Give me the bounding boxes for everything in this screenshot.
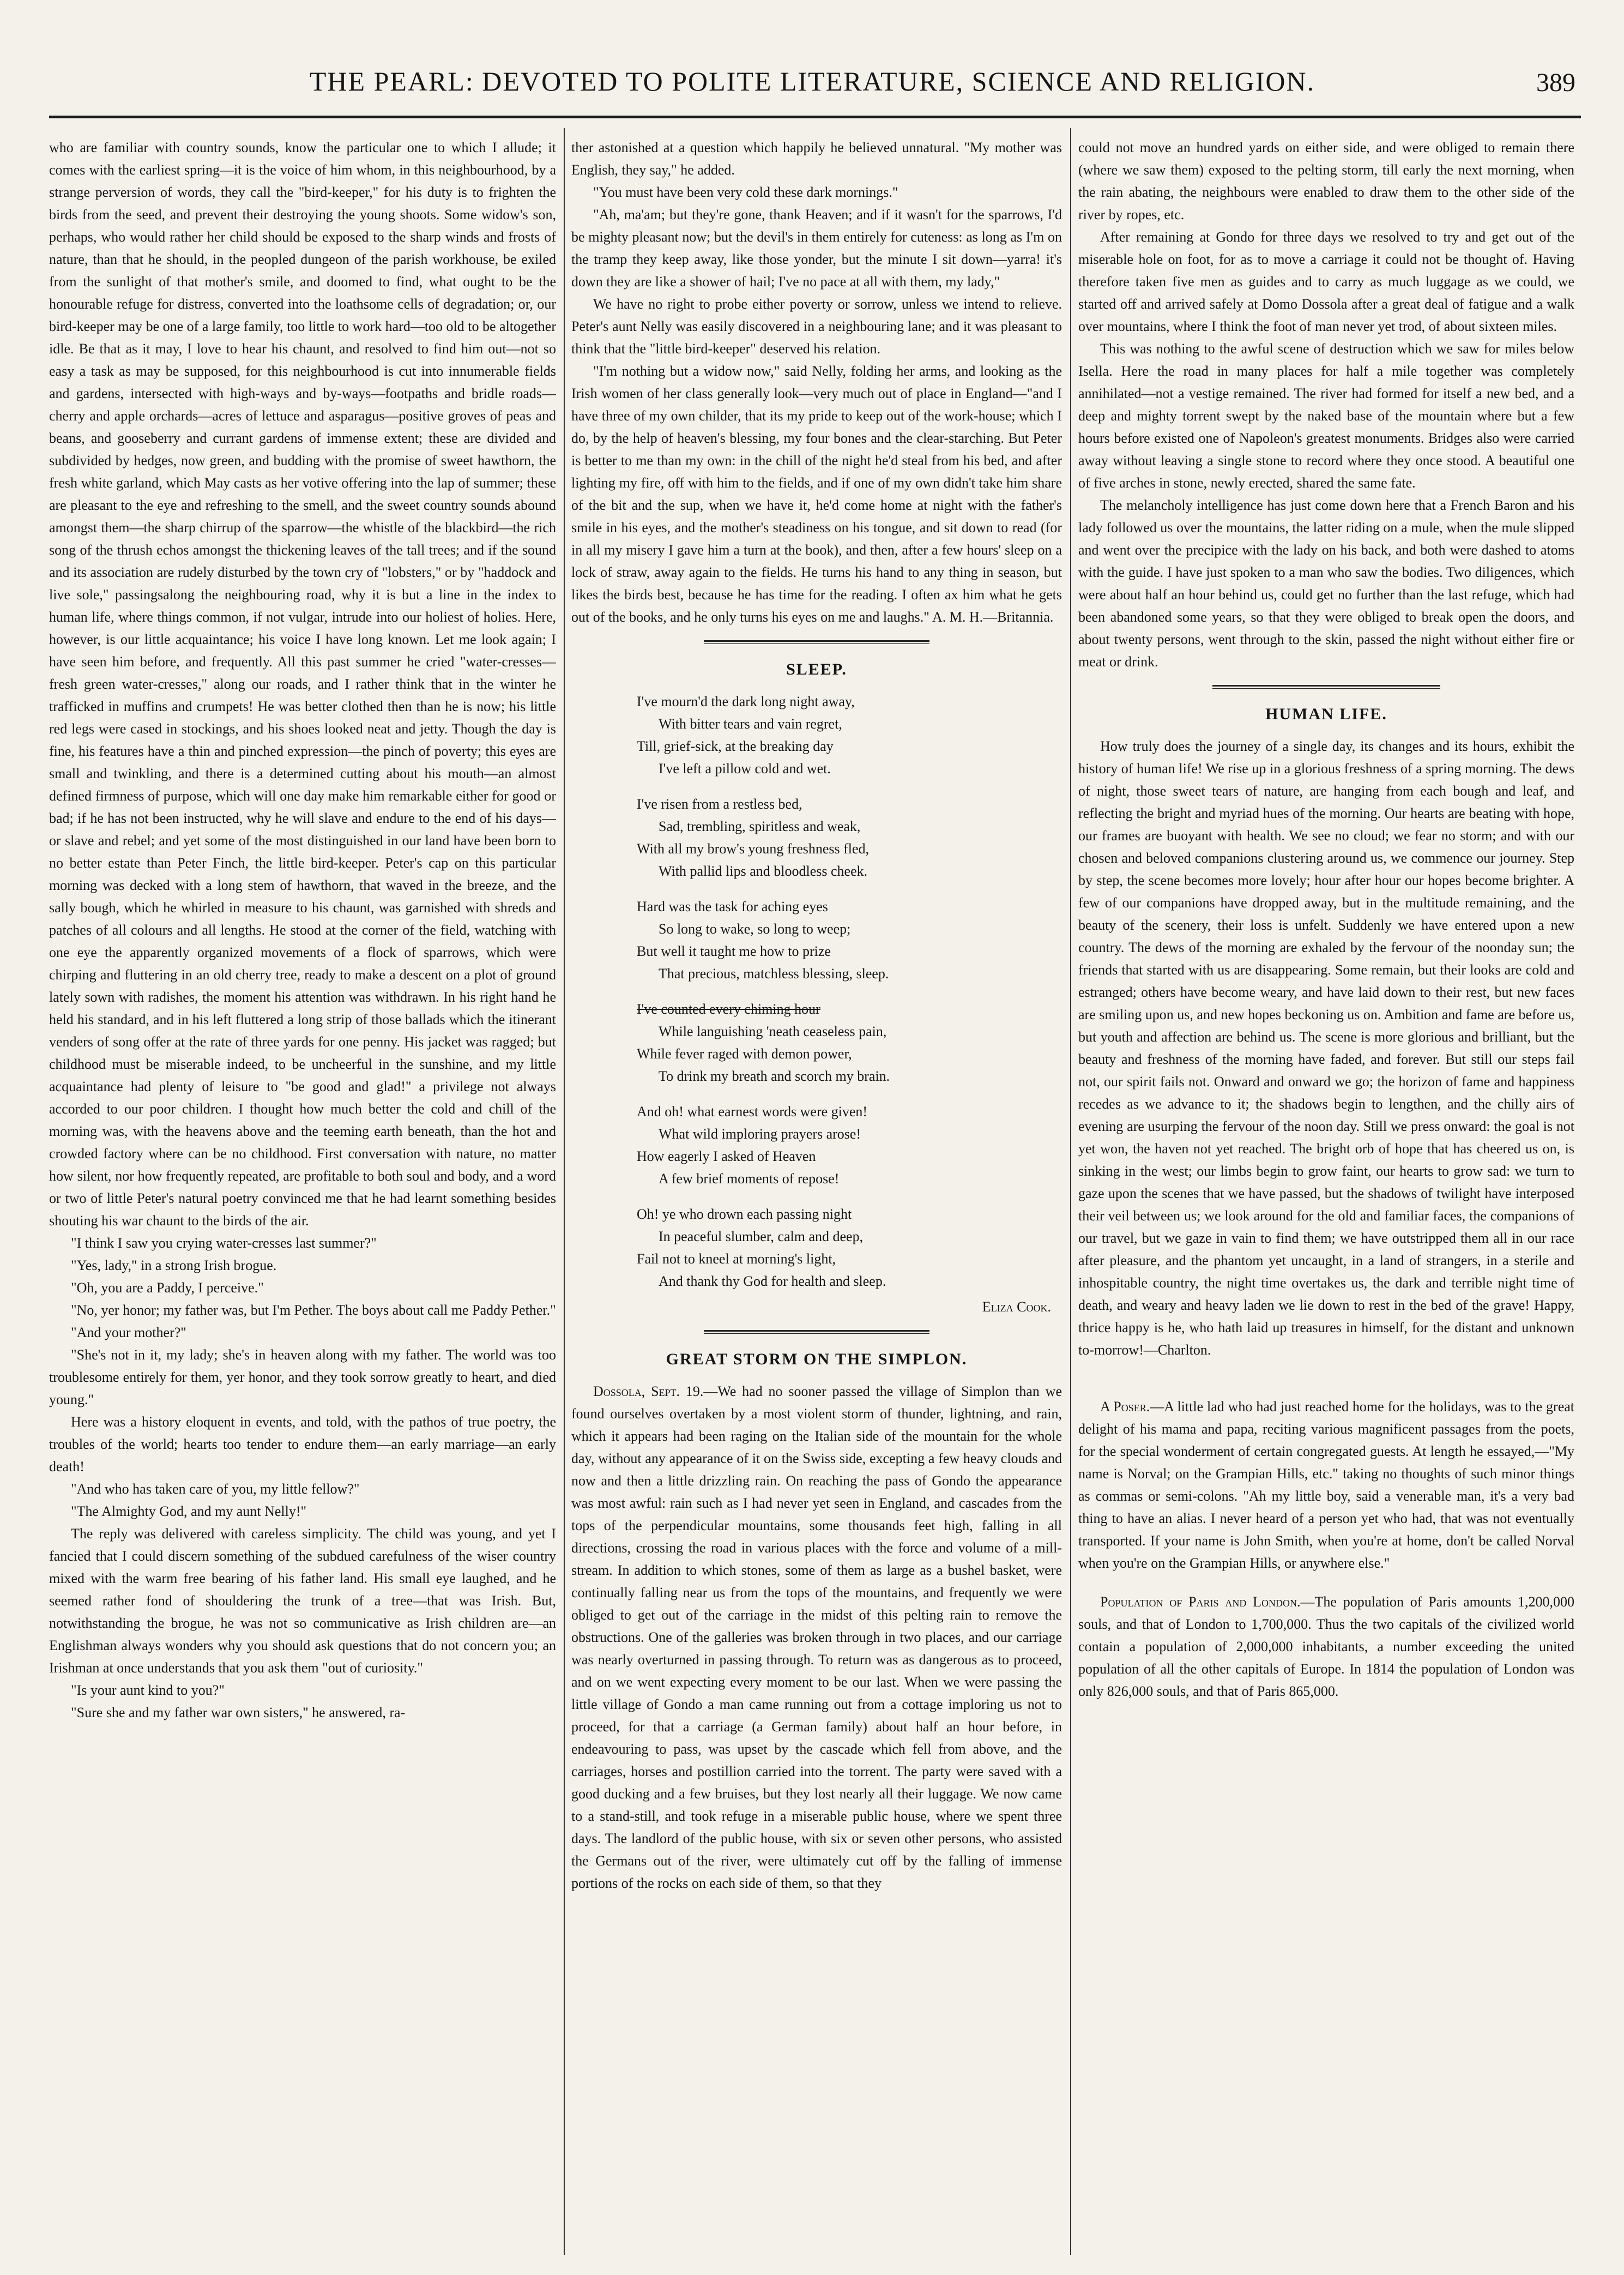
article-heading: HUMAN LIFE. — [1265, 705, 1387, 723]
poem-line: And oh! what earnest words were given! — [637, 1104, 868, 1120]
poem-line: I've left a pillow cold and wet. — [659, 761, 831, 777]
poem-stanza — [637, 998, 1062, 1087]
section-separator — [704, 1330, 929, 1334]
poem-line: A few brief moments of repose! — [659, 1171, 840, 1187]
poem-line: With all my brow's young freshness fled, — [637, 841, 870, 857]
column-2 — [571, 136, 1062, 2252]
bird-keeper-paragraph: who are familiar with country sounds, know the particular one to which I allude; it comes with the earliest spring—it is the voice of him whom, in this neighbourhood, by a strange perversion of words, they call the "bird-keeper," for his duty is to frighten the birds from the seed, and prevent their destroying the young shoots. Some widow's son, perhaps, who would rather her child should be exposed to the sharp winds and frosts of nature, than that he should, in the peopled dungeon of the parish workhouse, be exiled from the sunlight of that mother's smile, and doomed to find, what ought to be the honourable refuge for distress, converted into the loathsome cells of degradation; or, our bird-keeper may be one of a large family, too little to work hard—too old to be altogether idle. Be that as it may, I love to hear his chaunt, and resolved to find him out—not so easy a task as may be supposed, for this neighbourhood is cut into innumerable fields and gardens, intersected with high-ways and by-ways—footpaths and bridle roads—cherry and apple orchards—acres of lettuce and asparagus—positive groves of peas and beans, and gooseberry and currant gardens of immense extent; these are divided and subdivided by hedges, now green, and budding with the promise of sweet hawthorn, the fresh white garland, which May casts as her votive offering into the lap of summer; these are pleasant to the eye and refreshing to the smell, and the sweet country sounds abound amongst them—the sharp chirrup of the sparrow—the whistle of the blackbird—the rich song of the thrush echos amongst the thickening leaves of the tall trees; and if the sound and its association are rudely disturbed by the town cry of "lobsters," or by "haddock and live sole," passingsalong the neighbouring road, why it is but a line in the index to human life, where things common, if not vulgar, intrude into our holiest of holies. Here, however, is our little acquaintance; his voice I have long known. Let me look again; I have seen him before, and frequently. All this past summer he cried "water-cresses—fresh green water-cresses," along our roads, and I rather think that in the winter he trafficked in muffins and crumpets! He was better clothed then than he is now; his little red legs were cased in stockings, and his shoes looked neat and jetty. Though the day is fine, his features have a thin and pinched expression—the pinch of poverty; this eyes are small and twinkling, and there is a determined cutting about his mouth—an almost defined firmness of purpose, which will one day make him remarkable either for good or bad; if he has not been instructed, why he will slave and endure to the end of his days—or slave and rebel; and yet some of the most distinguished in our land have been born to no better estate than Peter Finch, the little bird-keeper. Peter's cap on this particular morning was decked with a long stem of hawthorn, that waved in the breeze, and the sally bough, which he whirled in measure to his chaunt, was garnished with shreds and patches of all colours and all lengths. He stood at the corner of the field, watching with one eye the apparently organized movements of a flock of sparrows, which were chirping and fluttering in an old cherry tree, ready to make a descent on a plot of ground lately sown with radishes, the moment his attention was withdrawn. In his right hand he held his standard, and in his left fluttered a long strip of those ballads which the itinerant venders of song offer at the rate of three yards for one penny. His jacket was ragged; but childhood must be miserable indeed, to be uncheerful in the sunshine, and my little acquaintance had plenty of leisure to "be good and glad!" a privilege not always accorded to our poor children. I thought how much better the cold and chill of the morning was, with the heavens above and the teeming earth beneath, than the hot and crowded factory where can be no childhood. First conversation with nature, no matter how silent, nor how frequently repeated, are profitable to both soul and body, and a word or two of little Peter's natural poetry convinced me that he had learnt something besides shouting his war chaunt to the birds of the air. — [49, 140, 556, 1229]
storm-paragraph: The melancholy intelligence has just come down here that a French Baron and his lady followed us over the mountains, the latter riding on a mule, when the mule slipped and went over the precipice with the lady on his back, and both were dashed to atoms with the guide. I have just spoken to a man who saw the bodies. Two diligences, which were about half an hour behind us, could get no further than the last refuge, which had been abandoned some years, so that they were obliged to break open the doors, and about twenty persons, went through to the skin, passed the night without either fire or meat or drink. — [1078, 497, 1574, 670]
bird-keeper-paragraph: We have no right to probe either poverty or sorrow, unless we intend to relieve. Peter's aunt Nelly was easily discovered in a neighbouring lane; and it was pleasant to think that the "little bird-keeper" deserved his relation. — [571, 296, 1062, 357]
column-1 — [49, 136, 556, 2252]
poem-stanza — [637, 793, 1062, 882]
bird-keeper-paragraph: "I think I saw you crying water-cresses last summer?" — [71, 1235, 377, 1251]
bird-keeper-paragraph: "Oh, you are a Paddy, I perceive." — [71, 1280, 264, 1296]
bird-keeper-paragraph: "Sure she and my father war own sisters," he answered, ra- — [71, 1705, 406, 1720]
column-divider-left — [564, 128, 565, 2255]
poem-line: Hard was the task for aching eyes — [637, 899, 828, 914]
bird-keeper-paragraph: ther astonished at a question which happily he believed unnatural. "My mother was English, they say," he added. — [571, 140, 1062, 178]
poem-line: Sad, trembling, spiritless and weak, — [659, 818, 861, 834]
population-paragraph — [1078, 1591, 1574, 1702]
poem-line: So long to wake, so long to weep; — [659, 921, 851, 937]
bird-keeper-paragraph: "Yes, lady," in a strong Irish brogue. — [71, 1257, 277, 1273]
poem-line: In peaceful slumber, calm and deep, — [659, 1229, 864, 1244]
poser-lead: A Poser. — [1100, 1399, 1150, 1415]
bird-keeper-paragraph: "Ah, ma'am; but they're gone, thank Heaven; and if it wasn't for the sparrows, I'd be mighty pleasant now; but the devil's in them entirely for cuteness: as long as I'm on the tramp they keep away, like those yonder, but the minute I sit down—yarra! it's down they are like a shower of hail; I've no pace at all with them, my lady," — [571, 207, 1062, 290]
bird-keeper-paragraph: Here was a history eloquent in events, and told, with the pathos of true poetry, the troubles of the world; hearts too tender to endure them—an early marriage—an early death! — [49, 1414, 556, 1474]
bird-keeper-paragraph: "Is your aunt kind to you?" — [71, 1682, 225, 1698]
poem-line: With pallid lips and bloodless cheek. — [659, 863, 868, 879]
storm-paragraph: After remaining at Gondo for three days we resolved to try and get out of the miserable hole on foot, for as to move a carriage it could not be thought of. Having therefore taken five men as guides and to carry as much luggage as we could, we started off and arrived safely at Domo Dossola after a great deal of fatigue and a walk over mountains, where I think the foot of man never yet trod, of about sixteen miles. — [1078, 229, 1574, 334]
column-3 — [1078, 136, 1574, 2252]
bird-keeper-paragraph: "She's not in it, my lady; she's in heaven along with my father. The world was too troublesome entirely for them, yer honor, and they took sorrow greatly to heart, and died young." — [49, 1347, 556, 1407]
poem-line: That precious, matchless blessing, sleep. — [659, 966, 889, 982]
population-text: —The population of Paris amounts 1,200,000 souls, and that of London to 1,700,000. Thus the two capitals of the civilized world contain a population of 2,000,000 inhabitants, a number exceeding the united population of all the other capitals of Europe. In 1814 the population of London was only 826,000 souls, and that of Paris 865,000. — [1078, 1594, 1574, 1699]
page-number: 389 — [1536, 68, 1575, 97]
page-header — [49, 65, 1575, 109]
poser-text: —A little lad who had just reached home for the holidays, was to the great delight of his mama and papa, reciting various magnificent passages from the poets, for the special wonderment of certain congregated guests. At length he essayed,—"My name is Norval; on the Grampian Hills, etc." taking no thoughts of such minor things as commas or semi-colons. "Ah my little boy, said a venerable man, it's a very bad thing to have an alias. I never heard of a person yet who had, that was not eventually transported. If your name is John Smith, when you're at home, don't be called Norval when you're on the Grampian Hills, or anywhere else." — [1078, 1399, 1574, 1571]
poem-line: I've risen from a restless bed, — [637, 796, 802, 812]
poem-line: To drink my breath and scorch my brain. — [659, 1068, 890, 1084]
poem-line: I've mourn'd the dark long night away, — [637, 694, 855, 709]
poem-line: I've counted every chiming hour — [637, 1001, 820, 1017]
storm-dateline: Dossola, Sept. 19. — [593, 1383, 704, 1399]
poem-heading: SLEEP. — [786, 660, 847, 678]
section-separator — [1212, 685, 1441, 689]
poem-line: How eagerly I asked of Heaven — [637, 1148, 816, 1164]
bird-keeper-paragraph: "And your mother?" — [71, 1325, 186, 1340]
bird-keeper-paragraph: "You must have been very cold these dark mornings." — [593, 184, 898, 200]
column-divider-right — [1070, 128, 1071, 2255]
storm-paragraph: This was nothing to the awful scene of destruction which we saw for miles below Isella. Here the road in many places for half a mile together was completely annihilated—not a vestige remained. The river had formed for itself a new bed, and a deep and mighty torrent swept by the naked base of the mountain where but a few hours before existed one of Napoleon's greatest monuments. Bridges also were carried away without leaving a single stone to record where they once stood. A beautiful one of five arches in stone, newly erected, shared the same fate. — [1078, 341, 1574, 491]
poem-stanza — [637, 1203, 1062, 1292]
poser-paragraph — [1078, 1395, 1574, 1574]
storm-paragraph — [571, 1380, 1062, 1894]
poem-line: While languishing 'neath ceaseless pain, — [659, 1024, 887, 1039]
poem-line: Oh! ye who drown each passing night — [637, 1206, 852, 1222]
storm-text: —We had no sooner passed the village of Simplon than we found ourselves overtaken by a most violent storm of thunder, lightning, and rain, which it appears had been raging on the Italian side of the mountain for the whole day, without any appearance of it on the Swiss side, excepting a few heavy clouds and now and then a little drizzling rain. On reaching the pass of Gondo the appearance was most awful: rain such as I had never yet seen in England, and cascades from the tops of the perpendicular mountains, some thousands feet high, falling in all directions, crossing the road in various places with the force and volume of a mill-stream. In addition to which stones, some of them as large as a bushel basket, were continually falling near us from the tops of the mountains, and frequently we were obliged to get out of the carriage in the midst of this pelting rain to remove the obstructions. One of the galleries was broken through in two places, and our carriage was nearly overturned in passing through. To return was as dangerous as to proceed, and on we went expecting every moment to be our last. When we were passing the little village of Gondo a man came running out from a cottage imploring us not to proceed, for that a carriage (a German family) about half an hour before, in endeavouring to pass, was upset by the cascade which fell from above, and the carriages, horses and postillion carried into the torrent. The party were saved with a good ducking and a few bruises, but they lost nearly all their luggage. We now came to a stand-still, and took refuge in a miserable public house, where we spent three days. The landlord of the public house, with six or seven other persons, who assisted the Germans out of the river, were ultimately cut off by the falling of immense portions of the rocks on each side of them, so that they — [571, 1383, 1062, 1891]
poem-line: Fail not to kneel at morning's light, — [637, 1251, 836, 1267]
storm-paragraph: could not move an hundred yards on either side, and were obliged to remain there (where we saw them) exposed to the pelting storm, till early the next morning, when the rain abating, the neighbours were enabled to draw them to the other side of the river by ropes, etc. — [1078, 140, 1574, 222]
bird-keeper-paragraph: "I'm nothing but a widow now," said Nelly, folding her arms, and looking as the Irish women of her class generally look—very much out of place in England—"and I have three of my own childer, that its my pride to keep out of the work-house; which I do, by the help of heaven's blessing, my four bones and the clear-starching. But Peter is better to me than my own: in the chill of the night he'd steal from his bed, and after lighting my fire, off with him to the fields, and if one of my own didn't take him share of the bit and the sup, when we have it, he'd come home at night with the father's smile in his eyes, and the mother's steadiness on his tongue, and sit down to read (for in all my misery I gave him a turn at the book), and then, after a few hours' sleep on a lock of straw, away again to the fields. He turns his hand to any thing in season, but likes the birds best, because he has time for the reading. I often ax him what he gets out of the books, and he only turns his eyes on me and laughs." A. M. H.—Britannia. — [571, 363, 1062, 625]
population-lead: Population of Paris and London. — [1100, 1594, 1301, 1610]
section-separator — [704, 640, 929, 644]
bird-keeper-paragraph: "And who has taken care of you, my little fellow?" — [71, 1481, 360, 1497]
running-title: THE PEARL: DEVOTED TO POLITE LITERATURE, SCIENCE AND RELIGION. — [309, 66, 1315, 97]
poem-line: While fever raged with demon power, — [637, 1046, 852, 1062]
poem-line: Till, grief-sick, at the breaking day — [637, 738, 834, 754]
header-rule — [49, 116, 1581, 118]
poem-stanza — [637, 1100, 1062, 1190]
spacer — [1078, 1574, 1574, 1591]
human-life-paragraph: How truly does the journey of a single day, its changes and its hours, exhibit the history of human life! We rise up in a glorious freshness of a spring morning. The dews of night, those sweet tears of nature, are hanging from each bough and leaf, and reflecting the bright and myriad hues of the morning. Our hearts are beating with hope, our frames are buoyant with health. We see no cloud; we fear no storm; and with our chosen and beloved companions clustering around us, we commence our journey. Step by step, the scene becomes more lovely; hour after hour our hopes become brighter. A few of our companions have dropped away, but in the multitude remaining, and the beauty of the scenery, their loss is unfelt. Suddenly we have entered upon a new country. The dews of the morning are exhaled by the fervour of the noonday sun; the friends that started with us are disappearing. Some remain, but their looks are cold and estranged; others have become weary, and have laid down to their rest, but new faces are smiling upon us, and new hopes beckoning us on. Ambition and fame are before us, but youth and affection are behind us. The scene is more glorious and brilliant, but the beauty and freshness of the morning have faded, and forever. But still our steps fail not, our spirit fails not. Onward and onward we go; the horizon of fame and happiness recedes as we advance to it; the shadows begin to lengthen, and the chilly airs of evening are usurping the fervour of the noon day. Still we press onward: the goal is not yet won, the haven not yet reached. The bright orb of hope that has cheered us on, is sinking in the west; our limbs begin to grow faint, our hearts to grow sad: we turn to gaze upon the scenes that we have passed, but the shadows of twilight have interposed their veil between us; we look around for the old and familiar faces, the companions of our travel, but we gaze in vain to find them; we have outstripped them all in our race after pleasure, and the phantom yet uncaught, in a land of strangers, in a sterile and inhospitable country, the night time overtakes us, the dark and terrible night time of death, and weary and heavy laden we lie down to rest in the bed of the grave! Happy, thrice happy is he, who hath laid up treasures in himself, for the distant and unknown to-morrow!—Charlton. — [1078, 738, 1574, 1358]
poem-line: What wild imploring prayers arose! — [659, 1126, 861, 1142]
poem-stanza — [637, 690, 1062, 780]
poem-line: With bitter tears and vain regret, — [659, 716, 842, 732]
bird-keeper-paragraph: "No, yer honor; my father was, but I'm Pether. The boys about call me Paddy Pether." — [71, 1302, 556, 1318]
poem-stanza — [637, 895, 1062, 985]
bird-keeper-paragraph: The reply was delivered with careless simplicity. The child was young, and yet I fancied that I could discern something of the subdued carefulness of the wiser country mixed with the warm free bearing of his father land. His small eye laughed, and he seemed rather fond of shouldering the trunk of a tree—that was Irish. But, notwithstanding the brogue, he was not so communicative as Irish children are—an Englishman always wonders why you should ask questions that do not concern you; an Irishman at once understands that you ask them "out of curiosity." — [49, 1526, 556, 1676]
article-heading: GREAT STORM ON THE SIMPLON. — [666, 1350, 968, 1368]
poem-author: Eliza Cook. — [982, 1299, 1051, 1315]
bird-keeper-paragraph: "The Almighty God, and my aunt Nelly!" — [71, 1503, 307, 1519]
poem-sleep — [637, 690, 1062, 1292]
poem-line: But well it taught me how to prize — [637, 943, 831, 959]
poem-line: And thank thy God for health and sleep. — [659, 1273, 886, 1289]
